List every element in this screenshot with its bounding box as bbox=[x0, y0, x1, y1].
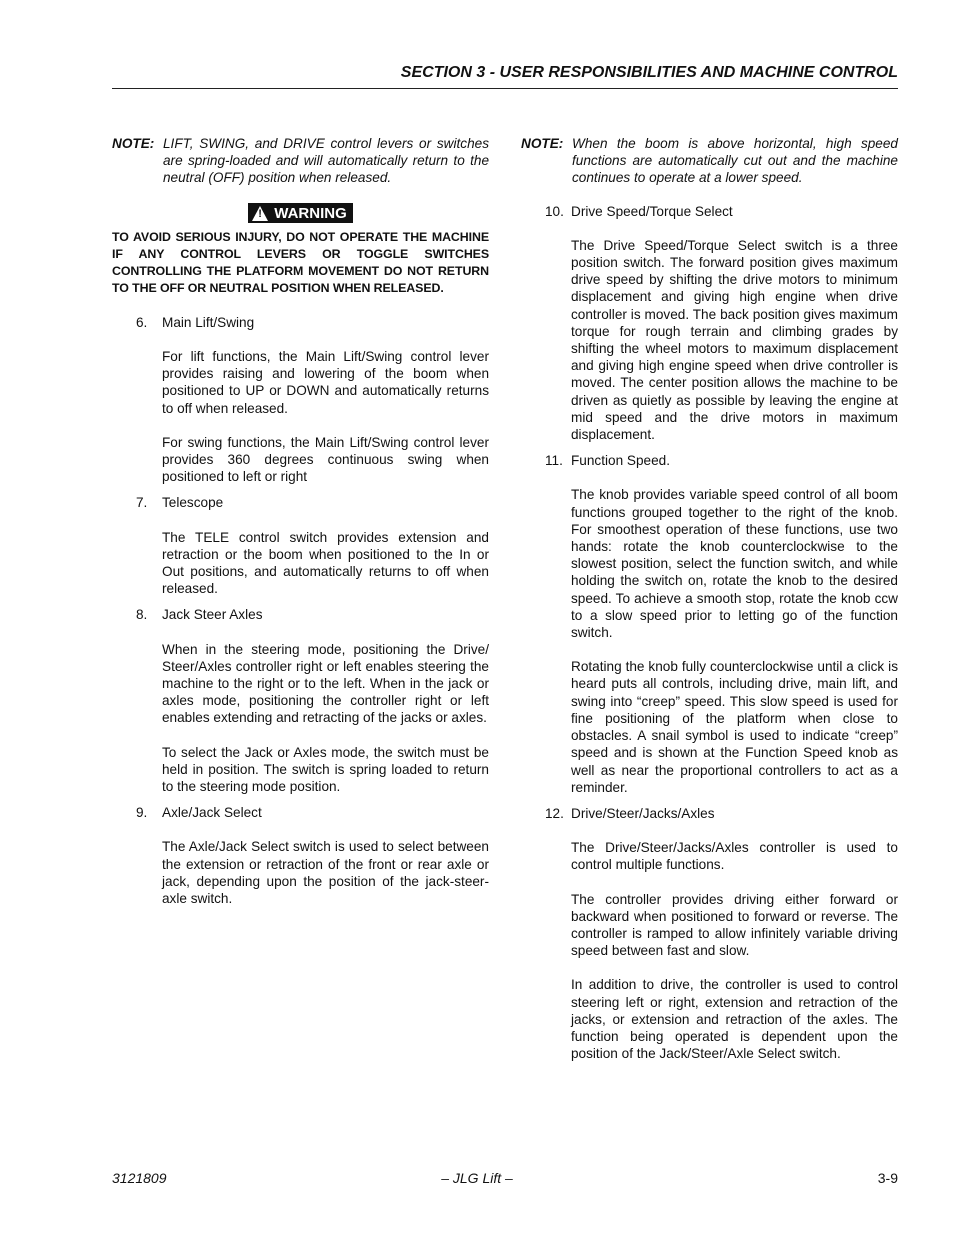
right-column bbox=[521, 135, 898, 1071]
item-title: Drive/Steer/Jacks/Axles bbox=[571, 805, 715, 821]
item-number: 10. bbox=[545, 203, 564, 219]
item-heading bbox=[112, 494, 489, 511]
item-title: Axle/Jack Select bbox=[162, 805, 262, 821]
item-paragraph: When in the steering mode, positioning the Drive/ Steer/Axles controller right or left enables steering the machine to the right or to the left. When in the jack or axles mode, positioning the controller right or left enables extending and retracting of the jacks or axles. bbox=[162, 641, 489, 726]
right-item-list bbox=[521, 203, 898, 1063]
warning-triangle-icon: ! bbox=[252, 206, 268, 221]
item-heading bbox=[521, 203, 898, 220]
section-header: SECTION 3 - USER RESPONSIBILITIES AND MACHINE CONTROL bbox=[400, 64, 898, 81]
list-item bbox=[112, 804, 489, 907]
list-item bbox=[112, 314, 489, 486]
item-paragraph: To select the Jack or Axles mode, the switch must be held in position. The switch is spring loaded to return to the steering mode position. bbox=[162, 744, 489, 795]
item-heading bbox=[112, 804, 489, 821]
list-item bbox=[112, 606, 489, 795]
warning-banner bbox=[112, 203, 489, 223]
item-paragraph: The Drive/Steer/Jacks/Axles controller is used to control multiple functions. bbox=[571, 840, 898, 873]
item-number: 7. bbox=[136, 495, 148, 511]
item-title: Telescope bbox=[162, 495, 224, 511]
item-paragraph: The TELE control switch provides extension and retraction or the boom when positioned to the In or Out positions, and automatically returns to off when released. bbox=[162, 529, 489, 597]
item-number: 11. bbox=[545, 453, 563, 469]
item-heading bbox=[521, 452, 898, 469]
item-paragraph: Rotating the knob fully counterclockwise until a click is heard puts all controls, including drive, main lift, and swing into “creep” speed. This slow speed is used for fine positioning of the platform when close to obstacles. A snail symbol is used to indicate “creep” speed and is shown at the Function Speed knob as well as near the proportional controllers to act as a reminder. bbox=[571, 659, 898, 795]
note-label: NOTE: bbox=[521, 136, 564, 151]
item-paragraph: The knob provides variable speed control of all boom functions grouped together to the right of the knob. For smoothest operation of these functions, use two hands: rotate the knob counterclockwise to the slowest position, select the function switch, and while holding the switch on, rotate the knob to the desired speed. To achieve a smooth stop, rotate the knob ccw to a slow speed prior to letting go of the function switch. bbox=[571, 487, 898, 641]
item-number: 8. bbox=[136, 607, 148, 623]
header-rule bbox=[112, 88, 898, 89]
item-paragraph: For lift functions, the Main Lift/Swing control lever provides raising and lowering of the boom when positioned to UP or DOWN and automatically returns to off when released. bbox=[162, 349, 489, 416]
item-title: Drive Speed/Torque Select bbox=[571, 203, 733, 219]
note-text: LIFT, SWING, and DRIVE control levers or switches are spring-loaded and will automatically return to the neutral (OFF) position when released. bbox=[163, 136, 489, 186]
item-title: Function Speed. bbox=[571, 453, 670, 469]
page-number: 3-9 bbox=[877, 1170, 898, 1186]
note-text: When the boom is above horizontal, high speed functions are automatically cut out and the machine continues to operate at a lower speed. bbox=[572, 136, 898, 186]
warning-label: WARNING bbox=[274, 204, 347, 222]
warning-text: TO AVOID SERIOUS INJURY, DO NOT OPERATE THE MACHINE IF ANY CONTROL LEVERS OR TOGGLE SWITCHES CONTROLLING THE PLATFORM MOVEMENT DO NOT RETURN TO THE OFF OR NEUTRAL POSITION WHEN RELEASED. bbox=[112, 229, 489, 295]
item-paragraph: The controller provides driving either forward or backward when positioned to forward or reverse. The controller is ramped to allow infinitely variable driving speed between fast and slow. bbox=[571, 891, 898, 959]
item-heading bbox=[112, 606, 489, 623]
footer-center: – JLG Lift – bbox=[441, 1170, 513, 1186]
item-paragraph: For swing functions, the Main Lift/Swing control lever provides 360 degrees continuous swing when positioned to left or right bbox=[162, 434, 489, 485]
item-paragraph: The Drive Speed/Torque Select switch is a three position switch. The forward position gives maximum drive speed by shifting the drive motors to minimum displacement and giving high engine when drive controller is moved. The back position gives maximum torque for rough terrain and climbing grades by shifting the wheel motors to maximum displacement and giving high engine speed when drive controller is moved. The center position allows the machine to be driven as quietly as possible by leaving the engine at mid speed and the drive motors in maximum displacement. bbox=[571, 237, 898, 443]
item-heading bbox=[112, 314, 489, 331]
item-title: Main Lift/Swing bbox=[162, 314, 255, 330]
item-number: 6. bbox=[136, 314, 148, 330]
item-paragraph: The Axle/Jack Select switch is used to select between the extension or retraction of the front or rear axle or jack, depending upon the position of the jack-steer-axle switch. bbox=[162, 839, 489, 907]
list-item bbox=[112, 494, 489, 597]
list-item bbox=[521, 805, 898, 1062]
item-title: Jack Steer Axles bbox=[162, 607, 263, 623]
item-number: 9. bbox=[136, 805, 148, 821]
warning-badge bbox=[248, 203, 353, 223]
list-item bbox=[521, 452, 898, 796]
doc-number: 3121809 bbox=[112, 1170, 167, 1186]
left-column bbox=[112, 135, 489, 916]
item-number: 12. bbox=[545, 805, 564, 821]
item-heading bbox=[521, 805, 898, 822]
left-item-list bbox=[112, 314, 489, 907]
note-left bbox=[112, 135, 489, 187]
note-right bbox=[521, 135, 898, 187]
note-label: NOTE: bbox=[112, 136, 155, 151]
item-paragraph: In addition to drive, the controller is used to control steering left or right, extension and retraction of the jacks, or extension and retraction of the axles. The function being operated is dependent upon the position of the Jack/Steer/Axle Select switch. bbox=[571, 977, 898, 1062]
list-item bbox=[521, 203, 898, 444]
